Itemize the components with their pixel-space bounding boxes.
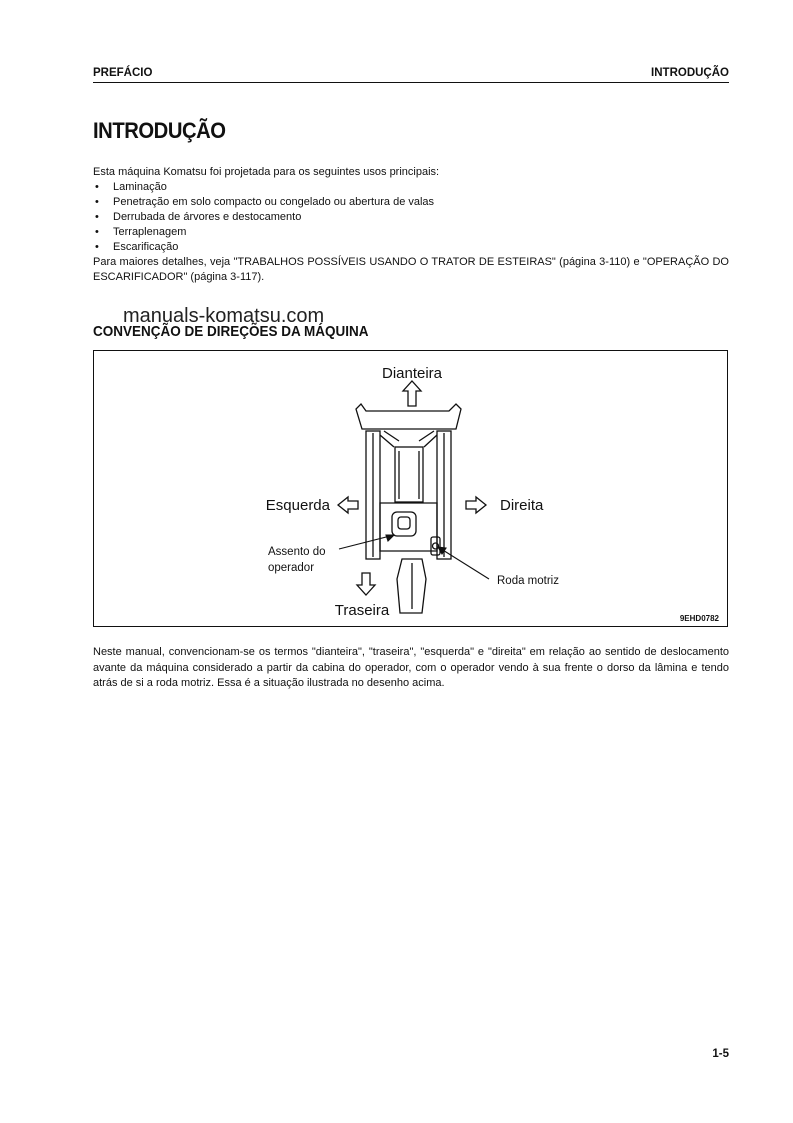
use-text: Derrubada de árvores e destocamento [113, 211, 302, 223]
arrow-left-icon [338, 497, 358, 513]
bullet-icon: • [95, 211, 99, 223]
sprocket-label: Roda motriz [497, 575, 559, 587]
rear-label: Traseira [334, 602, 390, 619]
page-number: 1-5 [712, 1048, 729, 1060]
blade-shape [356, 404, 461, 429]
watermark-text[interactable]: manuals-komatsu.com [123, 305, 325, 327]
seat-label-line1: Assento do [268, 546, 326, 558]
arrow-down-icon [357, 573, 375, 595]
cab-shape [380, 503, 437, 551]
list-item [93, 195, 729, 210]
bullet-icon: • [95, 241, 99, 253]
use-text: Laminação [113, 181, 167, 193]
intro-lead: Esta máquina Komatsu foi projetada para os seguintes usos principais: [93, 166, 440, 178]
direction-figure [93, 350, 728, 627]
machine-direction-diagram [94, 351, 729, 628]
page-header [93, 67, 729, 83]
operator-seat-shape [392, 512, 416, 536]
section-title: CONVENÇÃO DE DIREÇÕES DA MÁQUINA [93, 323, 369, 340]
left-label: Esquerda [265, 497, 330, 514]
figure-code: 9EHD0782 [679, 614, 719, 623]
right-label: Direita [500, 497, 544, 514]
header-chapter-label: INTRODUÇÃO [651, 67, 729, 79]
uses-list [93, 180, 729, 255]
list-item [93, 240, 729, 255]
bulldozer-drawing [356, 404, 461, 613]
use-text: Terraplenagem [113, 226, 187, 238]
use-text: Penetração em solo compacto ou congelado ou abertura de valas [113, 196, 435, 208]
sprocket-leader [438, 547, 489, 579]
seat-label-line2: operador [268, 562, 315, 574]
bullet-icon: • [95, 226, 99, 238]
bullet-icon: • [95, 181, 99, 193]
list-item [93, 225, 729, 240]
list-item [93, 210, 729, 225]
bullet-icon: • [95, 196, 99, 208]
arrow-up-icon [403, 381, 421, 406]
page-title: INTRODUÇÃO [93, 118, 226, 143]
figure-labels [266, 365, 720, 623]
arrow-right-icon [466, 497, 486, 513]
front-label: Dianteira [381, 365, 443, 382]
use-text: Escarificação [113, 241, 179, 253]
details-reference: Para maiores detalhes, veja "TRABALHOS POSSÍVEIS USANDO O TRATOR DE ESTEIRAS" (página 3-110) e "OPERAÇÃO DO ESCARIFICADOR" (página 3-117). [93, 256, 729, 283]
figure-explanation: Neste manual, convencionam-se os termos "dianteira", "traseira", "esquerda" e "direita" em relação ao sentido de deslocamento avante da máquina considerado a partir da cabina do operador, com o operador vendo à sua frente o dorso da lâmina e tendo atrás de si a roda motriz. Essa é a situação ilustrada no desenho acima. [93, 646, 729, 689]
list-item [93, 180, 729, 195]
header-section-label: PREFÁCIO [93, 67, 153, 79]
intro-block [93, 165, 729, 285]
